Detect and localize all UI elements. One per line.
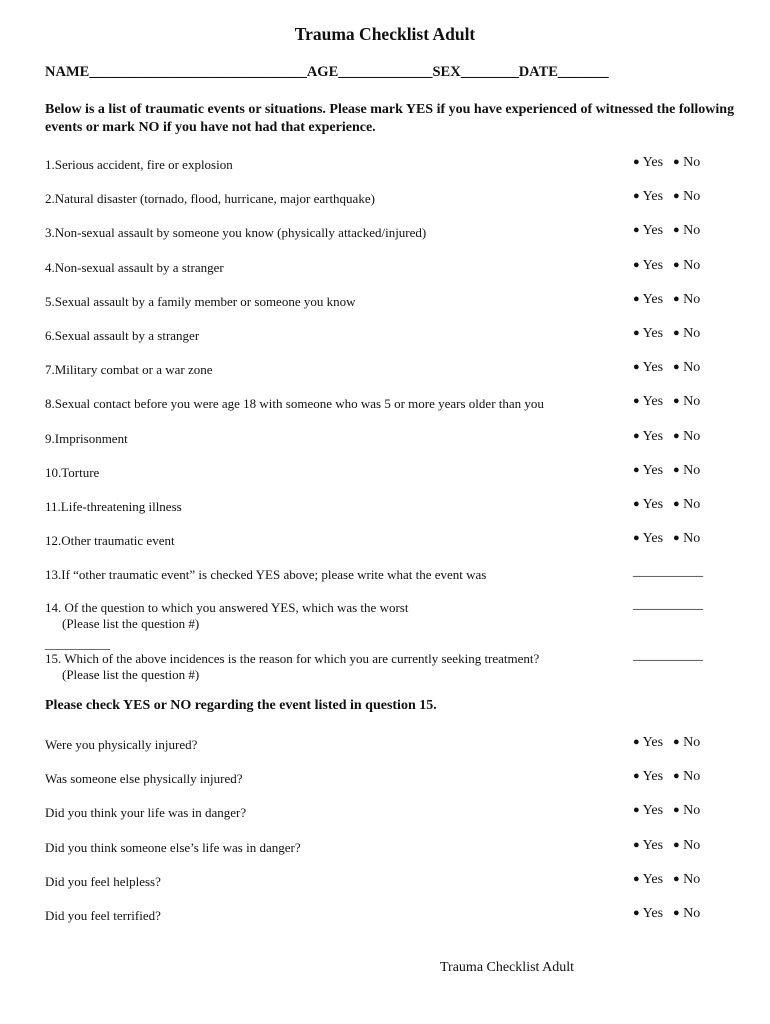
followup-question-text: Were you physically injured?	[45, 737, 198, 752]
no-label: No	[683, 463, 701, 478]
yes-option[interactable]	[633, 769, 663, 784]
no-radio-bullet[interactable]: ●	[673, 873, 680, 885]
no-option[interactable]	[673, 360, 700, 375]
event-question-text: 3.Non-sexual assault by someone you know (physically attacked/injured)	[45, 225, 427, 240]
yes-radio-bullet[interactable]: ●	[633, 532, 640, 544]
yes-option[interactable]	[633, 838, 663, 853]
question-13-answer-field[interactable]: __________	[633, 564, 703, 579]
followup-question-text: Did you feel helpless?	[45, 874, 161, 889]
event-question-text: 8.Sexual contact before you were age 18 with someone who was 5 or more years older than you	[45, 396, 544, 411]
no-radio-bullet[interactable]: ●	[673, 190, 680, 202]
no-option[interactable]	[673, 292, 700, 307]
question-14-answer-field[interactable]: __________	[633, 597, 703, 612]
no-option[interactable]	[673, 463, 700, 478]
yes-radio-bullet[interactable]: ●	[633, 156, 640, 168]
date-label: DATE	[518, 64, 558, 80]
no-label: No	[683, 531, 701, 546]
yes-option[interactable]	[633, 531, 663, 546]
yes-option[interactable]	[633, 292, 663, 307]
no-option[interactable]	[673, 326, 700, 341]
no-option[interactable]	[673, 735, 700, 750]
event-question-options	[633, 531, 700, 547]
yes-radio-bullet[interactable]: ●	[633, 907, 640, 919]
no-radio-bullet[interactable]: ●	[673, 293, 680, 305]
no-option[interactable]	[673, 803, 700, 818]
no-option[interactable]	[673, 497, 700, 512]
event-question-options	[633, 326, 700, 342]
yes-label: Yes	[642, 497, 664, 512]
no-option[interactable]	[673, 155, 700, 170]
yes-label: Yes	[642, 531, 664, 546]
yes-label: Yes	[642, 258, 664, 273]
no-label: No	[683, 735, 701, 750]
event-question-text: 1.Serious accident, fire or explosion	[45, 157, 233, 172]
no-label: No	[683, 189, 701, 204]
no-radio-bullet[interactable]: ●	[673, 532, 680, 544]
yes-radio-bullet[interactable]: ●	[633, 736, 640, 748]
no-label: No	[683, 838, 701, 853]
event-question-options	[633, 429, 700, 445]
yes-option[interactable]	[633, 872, 663, 887]
no-label: No	[683, 360, 701, 375]
yes-radio-bullet[interactable]: ●	[633, 804, 640, 816]
no-label: No	[683, 769, 701, 784]
event-question-text: 4.Non-sexual assault by a stranger	[45, 260, 224, 275]
no-label: No	[683, 497, 701, 512]
question-13-text: 13.If “other traumatic event” is checked YES above; please write what the event was	[45, 567, 487, 582]
followup-question-options	[633, 735, 700, 751]
event-question-text: 9.Imprisonment	[45, 431, 128, 446]
no-option[interactable]	[673, 872, 700, 887]
yes-option[interactable]	[633, 735, 663, 750]
yes-option[interactable]	[633, 258, 663, 273]
yes-label: Yes	[642, 394, 664, 409]
age-field[interactable]: _____________	[338, 64, 433, 80]
no-radio-bullet[interactable]: ●	[673, 361, 680, 373]
event-question-options	[633, 223, 700, 239]
yes-option[interactable]	[633, 429, 663, 444]
event-question-options	[633, 189, 700, 205]
no-radio-bullet[interactable]: ●	[673, 327, 680, 339]
yes-option[interactable]	[633, 803, 663, 818]
yes-radio-bullet[interactable]: ●	[633, 430, 640, 442]
yes-label: Yes	[642, 326, 664, 341]
name-label: NAME	[45, 64, 90, 80]
name-field[interactable]: ______________________________	[89, 64, 307, 80]
no-option[interactable]	[673, 838, 700, 853]
yes-label: Yes	[642, 155, 664, 170]
yes-radio-bullet[interactable]: ●	[633, 327, 640, 339]
yes-label: Yes	[642, 463, 664, 478]
yes-label: Yes	[642, 906, 664, 921]
footer-text: Trauma Checklist Adult	[440, 960, 575, 975]
followup-question-options	[633, 906, 700, 922]
no-label: No	[683, 258, 701, 273]
no-label: No	[683, 803, 701, 818]
event-question-text: 11.Life-threatening illness	[45, 499, 182, 514]
event-question-options	[633, 463, 700, 479]
no-label: No	[683, 223, 701, 238]
question-15-leading-blank: __________	[45, 636, 110, 651]
followup-question-options	[633, 769, 700, 785]
age-label: AGE	[306, 64, 339, 80]
no-label: No	[683, 872, 701, 887]
event-question-text: 5.Sexual assault by a family member or someone you know	[45, 294, 356, 309]
no-label: No	[683, 906, 701, 921]
yes-option[interactable]	[633, 906, 663, 921]
event-question-options	[633, 292, 700, 308]
no-option[interactable]	[673, 394, 700, 409]
no-radio-bullet[interactable]: ●	[673, 736, 680, 748]
yes-radio-bullet[interactable]: ●	[633, 873, 640, 885]
no-radio-bullet[interactable]: ●	[673, 156, 680, 168]
followup-question-text: Was someone else physically injured?	[45, 771, 243, 786]
section-2-heading: Please check YES or NO regarding the event listed in question 15.	[45, 698, 437, 713]
followup-question-options	[633, 803, 700, 819]
no-option[interactable]	[673, 429, 700, 444]
yes-option[interactable]	[633, 326, 663, 341]
no-option[interactable]	[673, 258, 700, 273]
no-label: No	[683, 292, 701, 307]
no-radio-bullet[interactable]: ●	[673, 770, 680, 782]
yes-option[interactable]	[633, 223, 663, 238]
yes-radio-bullet[interactable]: ●	[633, 224, 640, 236]
yes-label: Yes	[642, 769, 664, 784]
yes-radio-bullet[interactable]: ●	[633, 464, 640, 476]
question-14-text: 14. Of the question to which you answered YES, which was the worst	[45, 600, 409, 615]
no-option[interactable]	[673, 906, 700, 921]
no-radio-bullet[interactable]: ●	[673, 804, 680, 816]
event-question-text: 6.Sexual assault by a stranger	[45, 328, 200, 343]
question-15-hint: (Please list the question #)	[62, 667, 200, 682]
yes-label: Yes	[642, 189, 664, 204]
event-question-text: 2.Natural disaster (tornado, flood, hurricane, major earthquake)	[45, 191, 375, 206]
yes-option[interactable]	[633, 155, 663, 170]
event-question-options	[633, 394, 700, 410]
no-option[interactable]	[673, 531, 700, 546]
no-radio-bullet[interactable]: ●	[673, 464, 680, 476]
yes-option[interactable]	[633, 463, 663, 478]
yes-option[interactable]	[633, 497, 663, 512]
date-field[interactable]: _______	[557, 64, 609, 80]
yes-radio-bullet[interactable]: ●	[633, 259, 640, 271]
yes-option[interactable]	[633, 189, 663, 204]
page-title: Trauma Checklist Adult	[294, 24, 476, 44]
patient-info-line	[45, 64, 609, 81]
yes-radio-bullet[interactable]: ●	[633, 498, 640, 510]
event-question-text: 10.Torture	[45, 465, 100, 480]
yes-radio-bullet[interactable]: ●	[633, 395, 640, 407]
question-14-hint: (Please list the question #)	[62, 616, 200, 631]
no-label: No	[683, 326, 701, 341]
event-question-options	[633, 155, 700, 171]
no-radio-bullet[interactable]: ●	[673, 839, 680, 851]
instructions: Below is a list of traumatic events or situations. Please mark YES if you have experienced of witnessed the following events or mark NO if you have not had that experience.	[45, 102, 735, 135]
sex-field[interactable]: ________	[460, 64, 519, 80]
yes-option[interactable]	[633, 394, 663, 409]
no-radio-bullet[interactable]: ●	[673, 907, 680, 919]
yes-option[interactable]	[633, 360, 663, 375]
no-label: No	[683, 155, 701, 170]
yes-radio-bullet[interactable]: ●	[633, 190, 640, 202]
no-option[interactable]	[673, 769, 700, 784]
no-radio-bullet[interactable]: ●	[673, 430, 680, 442]
yes-label: Yes	[642, 223, 664, 238]
event-question-text: 12.Other traumatic event	[45, 533, 175, 548]
no-radio-bullet[interactable]: ●	[673, 224, 680, 236]
yes-radio-bullet[interactable]: ●	[633, 770, 640, 782]
no-radio-bullet[interactable]: ●	[673, 395, 680, 407]
no-option[interactable]	[673, 223, 700, 238]
no-radio-bullet[interactable]: ●	[673, 498, 680, 510]
event-question-options	[633, 258, 700, 274]
question-15-text: 15. Which of the above incidences is the reason for which you are currently seeking treatment?	[45, 651, 540, 666]
sex-label: SEX	[432, 64, 461, 80]
yes-radio-bullet[interactable]: ●	[633, 839, 640, 851]
event-question-options	[633, 360, 700, 376]
event-question-options	[633, 497, 700, 513]
followup-question-options	[633, 838, 700, 854]
yes-radio-bullet[interactable]: ●	[633, 361, 640, 373]
yes-label: Yes	[642, 803, 664, 818]
yes-label: Yes	[642, 429, 664, 444]
event-question-text: 7.Military combat or a war zone	[45, 362, 213, 377]
followup-question-text: Did you think your life was in danger?	[45, 805, 247, 820]
question-15-answer-field[interactable]: __________	[633, 648, 703, 663]
yes-label: Yes	[642, 838, 664, 853]
no-option[interactable]	[673, 189, 700, 204]
yes-radio-bullet[interactable]: ●	[633, 293, 640, 305]
yes-label: Yes	[642, 735, 664, 750]
no-radio-bullet[interactable]: ●	[673, 259, 680, 271]
no-label: No	[683, 429, 701, 444]
followup-question-text: Did you feel terrified?	[45, 908, 161, 923]
no-label: No	[683, 394, 701, 409]
yes-label: Yes	[642, 292, 664, 307]
followup-question-text: Did you think someone else’s life was in danger?	[45, 840, 301, 855]
yes-label: Yes	[642, 872, 664, 887]
followup-question-options	[633, 872, 700, 888]
yes-label: Yes	[642, 360, 664, 375]
